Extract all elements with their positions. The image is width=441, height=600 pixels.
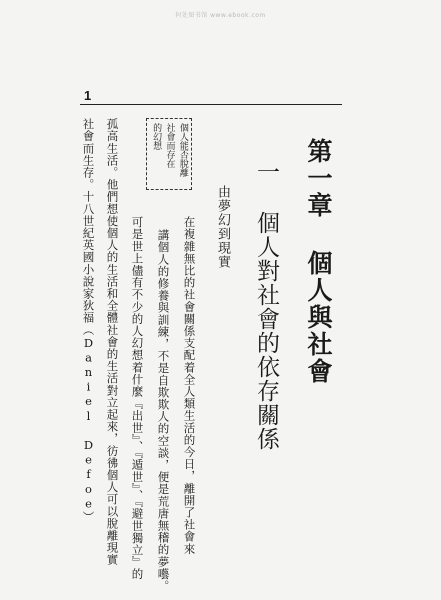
watermark: 何处图书馆 www.ebook.com — [175, 12, 266, 19]
section-title: 一 個人對社會的依存關係 — [253, 160, 279, 451]
page-number: 1 — [84, 88, 92, 103]
boxed-margin-note — [146, 118, 192, 190]
body-text-column: 可是世上儘有不少的人幻想着什麼『出世』、『遁世』、『避世獨立』的 — [130, 216, 145, 581]
body-text-column: 社會而生存。十八世紀英國小說家狄福（Daniel Defoe） — [81, 118, 96, 524]
header-rule — [80, 104, 342, 105]
subheading: 由夢幻到現實 — [215, 185, 230, 269]
chapter-title: 第一章 個人與社會 — [304, 138, 333, 385]
body-text-column: 孤高生活。他們想使個人的生活和全體社會的生活對立起來，彷彿個人可以脫離現實 — [105, 118, 120, 566]
body-text-column: 講個人的修養與訓練，不是自欺欺人的空談，便是荒唐無稽的夢囈。 — [156, 229, 171, 592]
boxed-note-line: 的幻想 — [151, 123, 162, 150]
body-text-column: 在複雜無比的社會關係支配着全人類生活的今日，離開了社會來 — [182, 216, 197, 555]
boxed-note-line: 個人能否脫離 — [177, 123, 188, 177]
boxed-note-line: 社會而存在 — [164, 123, 175, 168]
